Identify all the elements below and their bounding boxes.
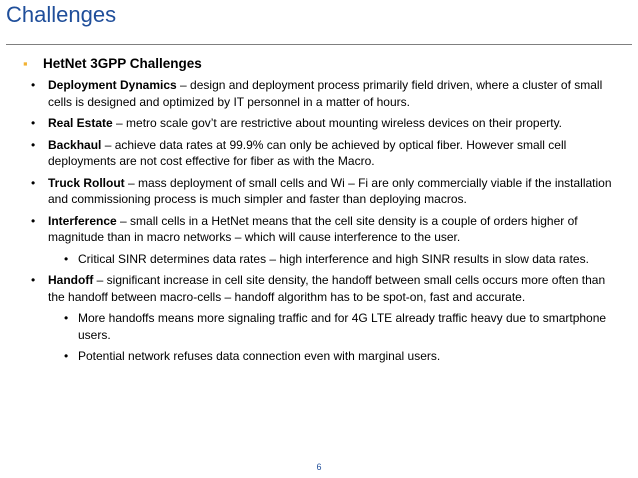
section-heading: [24, 56, 624, 71]
sub-item-text: More handoffs means more signaling traffic and for 4G LTE already traffic heavy due to smartphone users.: [78, 311, 607, 342]
bullet-icon: •: [64, 311, 69, 325]
list-item: [24, 175, 624, 208]
bullet-icon: •: [31, 273, 36, 287]
bullet-icon: •: [31, 116, 36, 130]
item-term: Interference: [48, 213, 117, 228]
item-term: Handoff: [48, 273, 94, 287]
title-divider: [6, 44, 632, 45]
bullet-icon: •: [31, 137, 36, 152]
list-item: [24, 213, 624, 246]
bullet-icon: •: [31, 78, 36, 92]
item-term: Backhaul: [48, 137, 102, 152]
item-text: – mass deployment of small cells and Wi – Fi are only commercially viable if the installation and commissioning process is much simpler and faster than deploying macros.: [48, 175, 612, 206]
bullet-icon: •: [64, 251, 69, 266]
page-number: 6: [316, 462, 322, 472]
item-term: Deployment Dynamics: [48, 78, 177, 92]
sub-list-item: [24, 310, 624, 343]
list-item: [24, 137, 624, 170]
bullet-icon: •: [31, 175, 36, 190]
slide-title: Challenges: [6, 2, 117, 27]
bullet-icon: •: [31, 213, 36, 228]
section-heading-text: HetNet 3GPP Challenges: [43, 56, 202, 71]
list-item: [24, 115, 624, 132]
item-text: – small cells in a HetNet means that the cell site density is a couple of orders higher of magnitude than in macro networks – which will cause interference to the user.: [48, 213, 578, 244]
sub-list-item: [24, 251, 624, 268]
item-text: – achieve data rates at 99.9% can only be achieved by optical fiber. However small cell deployments are not cost effective for fiber as with the Macro.: [48, 137, 567, 168]
sub-list-item: [24, 348, 624, 365]
item-text: – significant increase in cell site density, the handoff between small cells occurs more often than the handoff between macro-cells – handoff algorithm has to be spot-on, fast and accurate.: [48, 273, 606, 304]
sub-item-text: Critical SINR determines data rates – high interference and high SINR results in slow data rates.: [78, 251, 589, 266]
item-term: Truck Rollout: [48, 175, 125, 190]
item-text: – metro scale gov’t are restrictive about mounting wireless devices on their property.: [112, 116, 563, 130]
list-item: [24, 77, 624, 110]
bullet-icon: •: [64, 349, 69, 363]
slide-body: [24, 56, 624, 370]
item-term: Real Estate: [48, 116, 113, 130]
sub-item-text: Potential network refuses data connection even with marginal users.: [78, 349, 441, 363]
square-bullet-icon: ▪: [23, 56, 28, 71]
list-item: [24, 272, 624, 305]
item-text: – design and deployment process primarily field driven, where a cluster of small cells is designed and optimized by IT personnel in a matter of hours.: [48, 78, 603, 109]
